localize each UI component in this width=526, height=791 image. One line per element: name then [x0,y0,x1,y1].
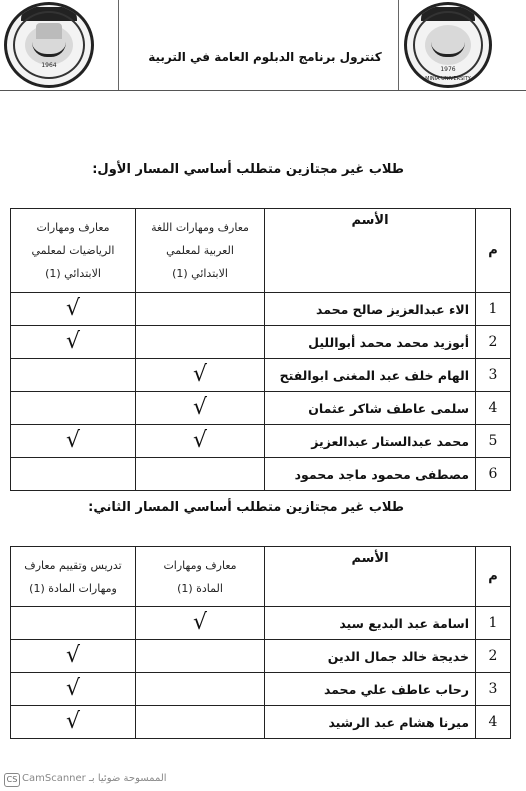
table-row [11,293,511,326]
header-title: كنترول برنامج الدبلوم العامة في التربية [148,50,382,64]
section1-header-name: الأسم [265,209,476,293]
check-col-b: √ [11,673,136,706]
student-name: اسامة عبد البديع سيد [265,607,476,640]
header-divider-left [118,0,119,90]
section2-header-num: م [476,547,511,607]
row-number: 3 [476,359,511,392]
scanner-watermark [0,770,526,791]
row-number: 3 [476,673,511,706]
check-col-b: √ [11,640,136,673]
check-col-b: √ [11,293,136,326]
student-name: خديجة خالد جمال الدين [265,640,476,673]
table-row [11,640,511,673]
check-col-b [11,359,136,392]
student-name: سلمى عاطف شاكر عثمان [265,392,476,425]
table-row [11,326,511,359]
section1-title: طلاب غير مجتازين متطلب أساسي المسار الأول: [92,162,404,177]
check-col-b [11,607,136,640]
student-name: الاء عبدالعزيز صالح محمد [265,293,476,326]
check-col-a: √ [136,392,265,425]
student-name: مصطفى محمود ماجد محمود [265,458,476,491]
section1-header-row [11,209,511,293]
row-number: 5 [476,425,511,458]
check-col-b: √ [11,706,136,739]
camscanner-icon: CS [4,773,20,787]
table-row [11,673,511,706]
section2-header-name: الأسم [265,547,476,607]
section1-header-num: م [476,209,511,293]
section1-header-col-b: معارف ومهارات الرياضيات لمعلمي الابتدائي (1) [11,209,136,293]
row-number: 4 [476,392,511,425]
check-col-a: √ [136,607,265,640]
check-col-b: √ [11,425,136,458]
check-col-b: √ [11,326,136,359]
table-row [11,425,511,458]
section2-header-row [11,547,511,607]
check-col-a: √ [136,425,265,458]
section2-header-col-b: تدريس وتقييم معارف ومهارات المادة (1) [11,547,136,607]
check-col-a [136,293,265,326]
table-row [11,359,511,392]
check-col-a: √ [136,359,265,392]
camscanner-text: CamScanner الممسوحة ضوئيا بـ [22,773,167,784]
table-row [11,706,511,739]
row-number: 2 [476,640,511,673]
university-logo: 1976 MINIA UNIVERSITY [404,2,492,88]
table-row [11,392,511,425]
section2-title: طلاب غير مجتازين متطلب أساسي المسار الثاني: [88,500,404,515]
section1-table [10,208,511,491]
check-col-a [136,673,265,706]
check-col-b [11,392,136,425]
student-name: ميرنا هشام عبد الرشيد [265,706,476,739]
row-number: 4 [476,706,511,739]
row-number: 2 [476,326,511,359]
row-number: 1 [476,293,511,326]
row-number: 6 [476,458,511,491]
section2-table [10,546,511,739]
check-col-a [136,326,265,359]
document-header [0,0,526,92]
row-number: 1 [476,607,511,640]
header-bottom-rule [0,90,526,91]
table-row [11,458,511,491]
check-col-a [136,640,265,673]
student-name: محمد عبدالستار عبدالعزيز [265,425,476,458]
header-divider-right [398,0,399,90]
student-name: رحاب عاطف علي محمد [265,673,476,706]
faculty-logo: 1964 [4,2,94,88]
student-name: الهام خلف عبد المغنى ابوالفتح [265,359,476,392]
table-row [11,607,511,640]
section2-header-col-a: معارف ومهارات المادة (1) [136,547,265,607]
section1-header-col-a: معارف ومهارات اللغة العربية لمعلمي الابتدائي (1) [136,209,265,293]
check-col-a [136,458,265,491]
check-col-b [11,458,136,491]
check-col-a [136,706,265,739]
student-name: أبوزيد محمد محمد أبوالليل [265,326,476,359]
